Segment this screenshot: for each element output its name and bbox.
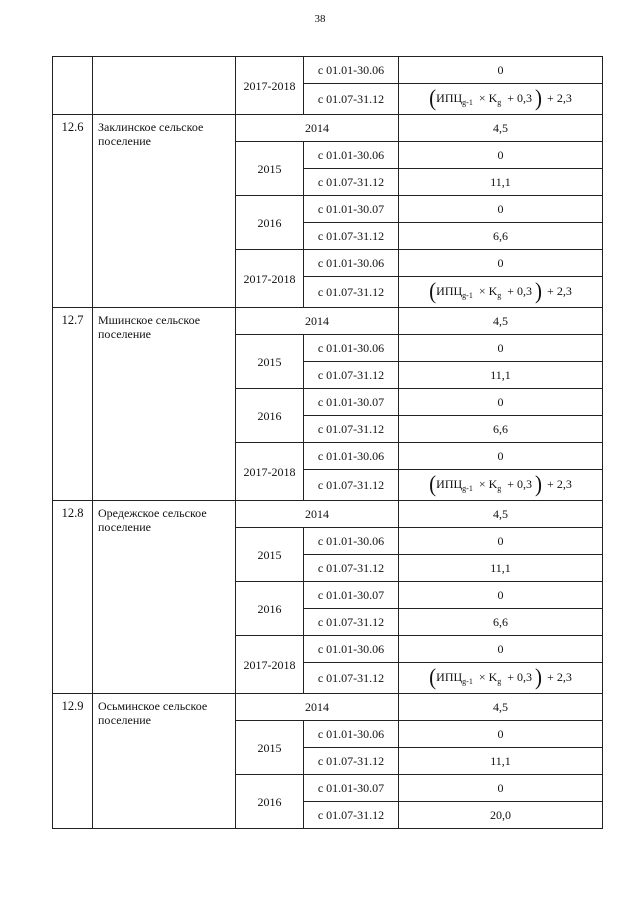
year-2014-cell: 2014	[236, 308, 399, 335]
value-cell	[399, 84, 603, 115]
formula-plus: + 0,3	[507, 476, 533, 491]
section-number: 12.6	[53, 115, 93, 308]
value-cell: 0	[399, 636, 603, 663]
settlement-name: Заклинское сельское поселение	[93, 115, 236, 308]
period-cell: с 01.07-31.12	[304, 277, 399, 308]
settlement-name: Осьминское сельское поселение	[93, 694, 236, 829]
formula-times: × K	[478, 283, 498, 298]
value-cell: 0	[399, 250, 603, 277]
section-number: 12.8	[53, 501, 93, 694]
formula-core-sub: g-1	[462, 483, 473, 493]
period-cell: с 01.07-31.12	[304, 470, 399, 501]
year-2014-cell: 2014	[236, 501, 399, 528]
value-cell: 20,0	[399, 802, 603, 829]
year-cell: 2016	[236, 775, 304, 829]
value-cell: 0	[399, 335, 603, 362]
period-cell: с 01.01-30.06	[304, 721, 399, 748]
period-cell: с 01.01-30.07	[304, 196, 399, 223]
section-row	[53, 308, 603, 335]
index-formula	[429, 663, 572, 690]
year-cell: 2015	[236, 142, 304, 196]
year-cell: 2015	[236, 721, 304, 775]
value-cell: 0	[399, 142, 603, 169]
formula-core: ИПЦ	[436, 476, 463, 491]
year-cell: 2017-2018	[236, 443, 304, 501]
value-cell: 11,1	[399, 169, 603, 196]
settlement-name: Мшинское сельское поселение	[93, 308, 236, 501]
index-formula	[429, 277, 572, 304]
year-cell: 2015	[236, 335, 304, 389]
value-cell: 6,6	[399, 416, 603, 443]
table-row	[53, 57, 603, 84]
section-row	[53, 694, 603, 721]
period-cell: с 01.01-30.06	[304, 142, 399, 169]
value-cell: 0	[399, 775, 603, 802]
year-2014-cell: 2014	[236, 694, 399, 721]
formula-tail: + 2,3	[547, 283, 572, 298]
index-formula	[429, 84, 572, 111]
section-row	[53, 115, 603, 142]
formula-k-sub: g	[497, 97, 502, 107]
formula-core: ИПЦ	[436, 669, 463, 684]
formula-close-paren: )	[535, 470, 543, 497]
section-number: 12.9	[53, 694, 93, 829]
value-cell	[399, 663, 603, 694]
section-number: 12.7	[53, 308, 93, 501]
name-cell-empty	[93, 57, 236, 115]
period-cell: с 01.01-30.06	[304, 443, 399, 470]
formula-open-paren: (	[429, 470, 437, 497]
formula-close-paren: )	[535, 277, 543, 304]
value-cell: 6,6	[399, 609, 603, 636]
year-cell: 2016	[236, 582, 304, 636]
value-cell: 0	[399, 443, 603, 470]
year-cell: 2017-2018	[236, 636, 304, 694]
value-cell: 4,5	[399, 115, 603, 142]
period-cell: с 01.01-30.07	[304, 775, 399, 802]
formula-k-sub: g	[497, 290, 502, 300]
period-cell: с 01.01-30.06	[304, 636, 399, 663]
formula-tail: + 2,3	[547, 90, 572, 105]
period-cell: с 01.07-31.12	[304, 663, 399, 694]
period-cell: с 01.01-30.06	[304, 335, 399, 362]
year-cell: 2017-2018	[236, 57, 304, 115]
settlement-name: Оредежское сельское поселение	[93, 501, 236, 694]
formula-open-paren: (	[429, 663, 437, 690]
formula-k-sub: g	[497, 483, 502, 493]
value-cell: 4,5	[399, 308, 603, 335]
value-cell: 11,1	[399, 362, 603, 389]
value-cell: 4,5	[399, 694, 603, 721]
value-cell: 6,6	[399, 223, 603, 250]
year-cell: 2017-2018	[236, 250, 304, 308]
index-formula	[429, 470, 572, 497]
formula-plus: + 0,3	[507, 669, 533, 684]
period-cell: с 01.07-31.12	[304, 169, 399, 196]
formula-open-paren: (	[429, 84, 437, 111]
value-cell: 0	[399, 721, 603, 748]
formula-core: ИПЦ	[436, 90, 463, 105]
formula-k-sub: g	[497, 676, 502, 686]
value-cell: 11,1	[399, 555, 603, 582]
year-cell: 2016	[236, 196, 304, 250]
period-cell: с 01.07-31.12	[304, 609, 399, 636]
formula-core-sub: g-1	[462, 676, 473, 686]
period-cell: с 01.01-30.06	[304, 57, 399, 84]
value-cell	[399, 470, 603, 501]
value-cell: 0	[399, 528, 603, 555]
formula-tail: + 2,3	[547, 476, 572, 491]
period-cell: с 01.07-31.12	[304, 416, 399, 443]
page-number: 38	[314, 13, 326, 25]
year-cell: 2016	[236, 389, 304, 443]
num-cell-empty	[53, 57, 93, 115]
period-cell: с 01.01-30.07	[304, 582, 399, 609]
period-cell: с 01.01-30.06	[304, 528, 399, 555]
period-cell: с 01.07-31.12	[304, 223, 399, 250]
value-cell	[399, 277, 603, 308]
formula-tail: + 2,3	[547, 669, 572, 684]
value-cell: 11,1	[399, 748, 603, 775]
formula-close-paren: )	[535, 84, 543, 111]
formula-times: × K	[478, 669, 498, 684]
formula-core-sub: g-1	[462, 290, 473, 300]
period-cell: с 01.07-31.12	[304, 84, 399, 115]
section-row	[53, 501, 603, 528]
formula-core-sub: g-1	[462, 97, 473, 107]
formula-close-paren: )	[535, 663, 543, 690]
formula-plus: + 0,3	[507, 90, 533, 105]
year-2014-cell: 2014	[236, 115, 399, 142]
formula-times: × K	[478, 476, 498, 491]
formula-open-paren: (	[429, 277, 437, 304]
formula-plus: + 0,3	[507, 283, 533, 298]
value-cell: 0	[399, 582, 603, 609]
value-cell: 4,5	[399, 501, 603, 528]
value-cell: 0	[399, 57, 603, 84]
period-cell: с 01.07-31.12	[304, 802, 399, 829]
formula-core: ИПЦ	[436, 283, 463, 298]
period-cell: с 01.07-31.12	[304, 748, 399, 775]
formula-times: × K	[478, 90, 498, 105]
period-cell: с 01.01-30.07	[304, 389, 399, 416]
value-cell: 0	[399, 196, 603, 223]
value-cell: 0	[399, 389, 603, 416]
tariff-table	[52, 56, 603, 829]
period-cell: с 01.07-31.12	[304, 362, 399, 389]
period-cell: с 01.01-30.06	[304, 250, 399, 277]
period-cell: с 01.07-31.12	[304, 555, 399, 582]
year-cell: 2015	[236, 528, 304, 582]
